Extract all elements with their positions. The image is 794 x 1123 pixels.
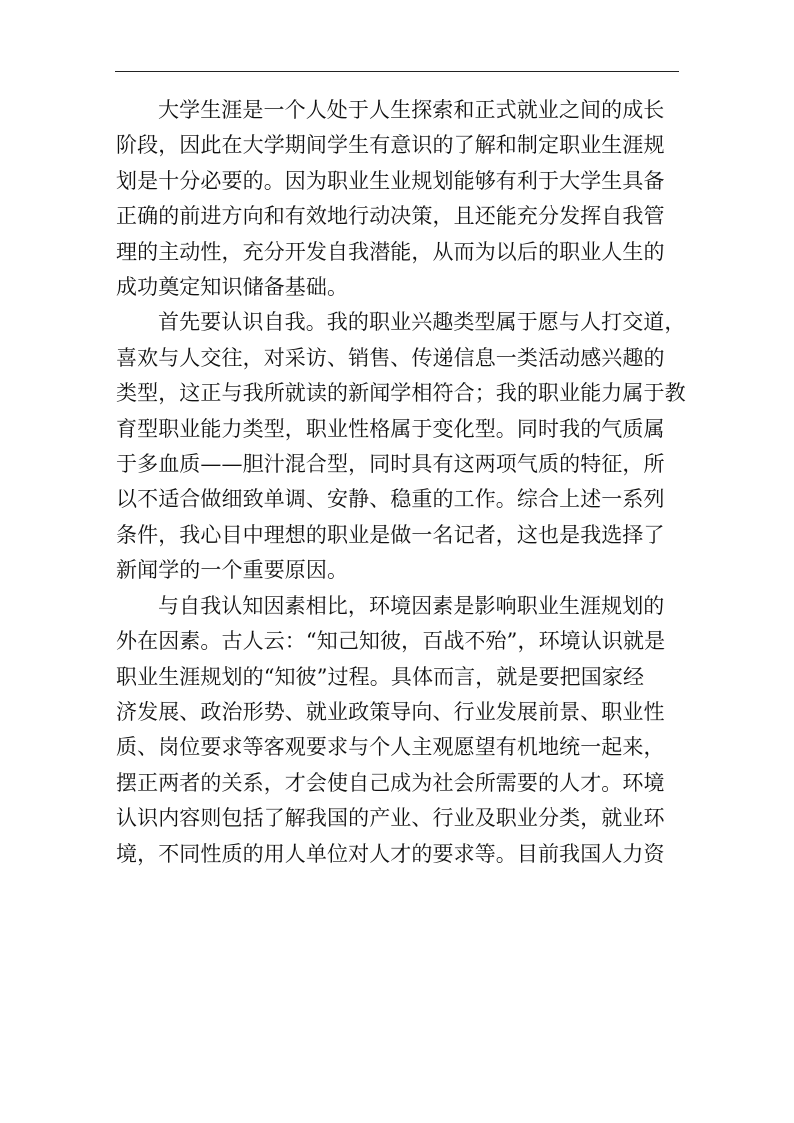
text-line: 理的主动性，充分开发自我潜能，从而为以后的职业人生的	[116, 239, 665, 264]
text-line: 职业生涯规划的“知彼”过程。具体而言，就是要把国家经	[116, 664, 645, 689]
paragraph-self-knowledge	[116, 305, 686, 588]
text-line: 于多血质——胆汁混合型，同时具有这两项气质的特征，所	[116, 452, 665, 477]
text-line: 成功奠定知识储备基础。	[116, 275, 349, 300]
text-line: 新闻学的一个重要原因。	[116, 558, 349, 583]
text-line: 喜欢与人交往，对采访、销售、传递信息一类活动感兴趣的	[116, 345, 665, 370]
text-line: 正确的前进方向和有效地行动决策，且还能充分发挥自我管	[116, 204, 665, 229]
text-line: 划是十分必要的。因为职业生业规划能够有利于大学生具备	[116, 168, 665, 193]
text-line: 阶段，因此在大学期间学生有意识的了解和制定职业生涯规	[116, 133, 665, 158]
document-body	[116, 93, 686, 872]
text-line: 与自我认知因素相比，环境因素是影响职业生涯规划的	[158, 593, 665, 618]
paragraph-intro	[116, 93, 679, 305]
text-line: 育型职业能力类型，职业性格属于变化型。同时我的气质属	[116, 416, 665, 441]
text-line: 外在因素。古人云：“知己知彼，百战不殆”，环境认识就是	[116, 629, 666, 654]
paragraph-environment	[116, 589, 679, 872]
header-rule	[115, 71, 679, 72]
text-line: 济发展、政治形势、就业政策导向、行业发展前景、职业性	[116, 699, 665, 724]
text-line: 认识内容则包括了解我国的产业、行业及职业分类，就业环	[116, 806, 665, 831]
text-line: 大学生涯是一个人处于人生探索和正式就业之间的成长	[158, 98, 665, 122]
text-line: 首先要认识自我。我的职业兴趣类型属于愿与人打交道，	[158, 310, 686, 335]
text-line: 以不适合做细致单调、安静、稳重的工作。综合上述一系列	[116, 487, 665, 512]
text-line: 条件，我心目中理想的职业是做一名记者，这也是我选择了	[116, 522, 665, 547]
text-line: 境，不同性质的用人单位对人才的要求等。目前我国人力资	[116, 841, 665, 866]
text-line: 类型，这正与我所就读的新闻学相符合；我的职业能力属于教	[116, 381, 686, 406]
text-line: 摆正两者的关系，才会使自己成为社会所需要的人才。环境	[116, 770, 665, 795]
text-line: 质、岗位要求等客观要求与个人主观愿望有机地统一起来，	[116, 735, 665, 760]
